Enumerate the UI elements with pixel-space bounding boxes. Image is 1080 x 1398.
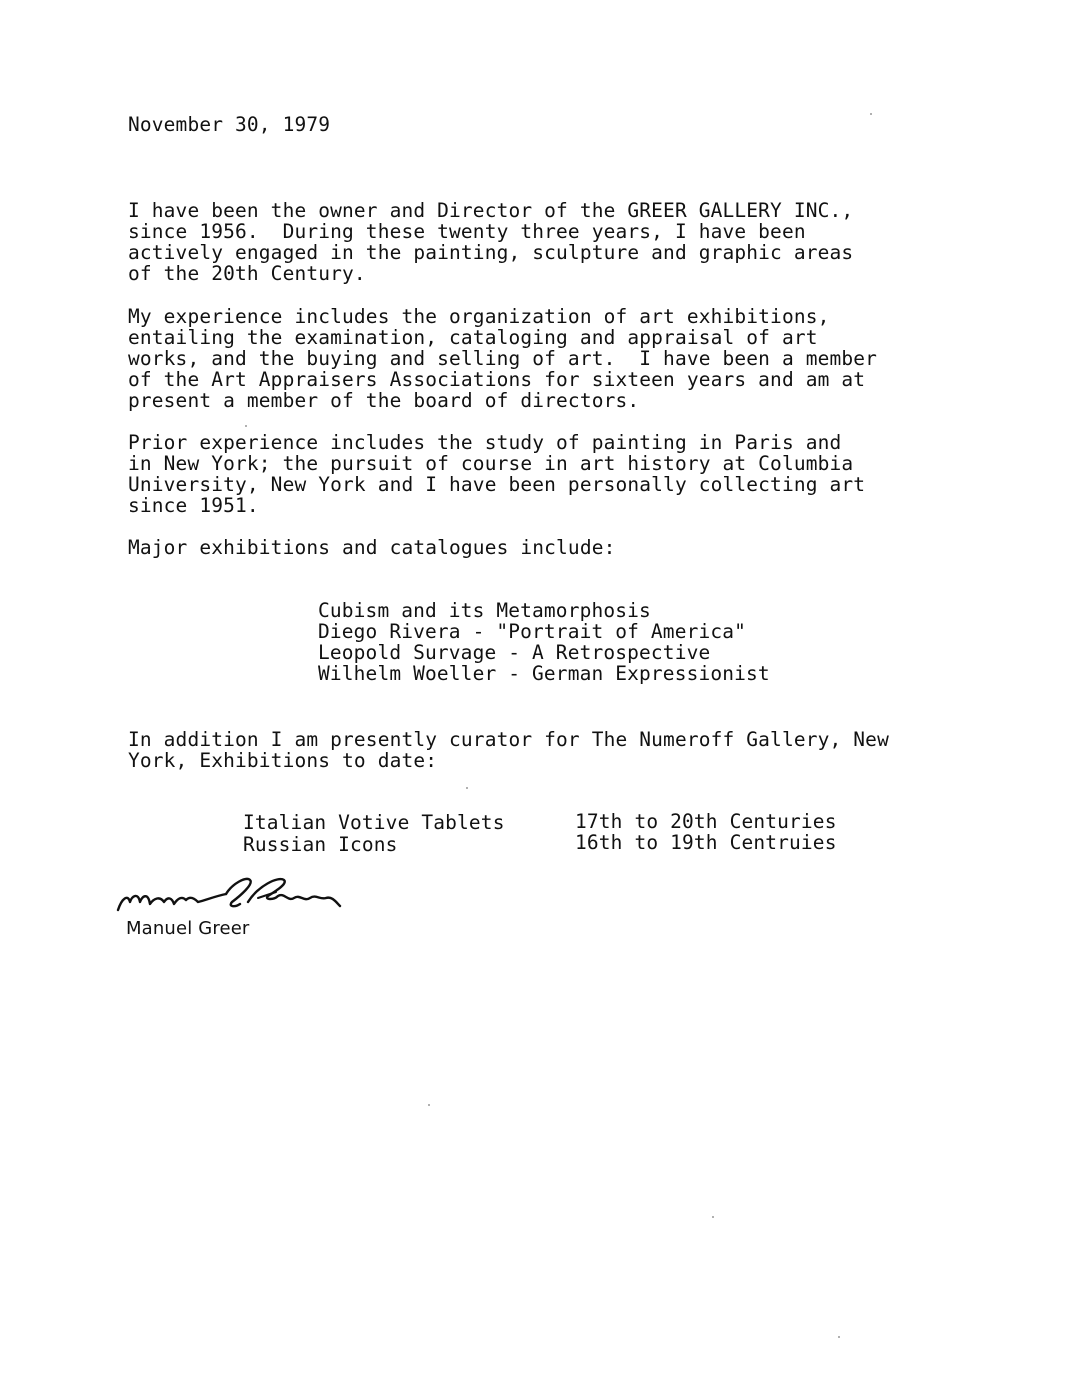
paper-speck (466, 787, 468, 789)
paragraph-curator (128, 729, 889, 771)
paper-speck (838, 1336, 840, 1338)
exhibition-item: Diego Rivera - "Portrait of America" (318, 620, 747, 643)
paper-speck (428, 1104, 430, 1106)
paragraph-line: University, New York and I have been personally collecting art (128, 473, 866, 496)
curated-exhibition-title: Italian Votive Tablets (243, 811, 505, 834)
paper-speck (870, 113, 872, 115)
handwritten-signature (108, 872, 358, 922)
paragraph-line: of the 20th Century. (128, 262, 366, 285)
paragraph-line: My experience includes the organization of art exhibitions, (128, 305, 830, 328)
paragraph-line: works, and the buying and selling of art. I have been a member (128, 347, 878, 370)
curated-exhibition-period: 17th to 20th Centuries (575, 810, 837, 833)
exhibitions-intro: Major exhibitions and catalogues include: (128, 536, 616, 559)
paragraph-line: In addition I am presently curator for The Numeroff Gallery, New (128, 728, 889, 751)
paragraph-line: present a member of the board of directors. (128, 389, 640, 412)
paragraph-experience (128, 306, 877, 411)
paragraph-line: Prior experience includes the study of painting in Paris and (128, 431, 842, 454)
paragraph-line: since 1951. (128, 494, 259, 517)
paragraph-line: entailing the examination, cataloging and appraisal of art (128, 326, 818, 349)
paper-speck (712, 1216, 714, 1218)
exhibition-item: Cubism and its Metamorphosis (318, 599, 651, 622)
signer-name: Manuel Greer (126, 918, 250, 939)
exhibition-item: Leopold Survage - A Retrospective (318, 641, 711, 664)
paragraph-prior-experience (128, 432, 865, 516)
paragraph-ownership (128, 200, 853, 284)
paragraph-line: in New York; the pursuit of course in art history at Columbia (128, 452, 854, 475)
paragraph-line: actively engaged in the painting, sculpture and graphic areas (128, 241, 854, 264)
curated-exhibition-title: Russian Icons (243, 833, 398, 856)
paragraph-line: I have been the owner and Director of the GREER GALLERY INC., (128, 199, 854, 222)
exhibition-item: Wilhelm Woeller - German Expressionist (318, 662, 770, 685)
curated-exhibition-period: 16th to 19th Centruies (575, 831, 837, 854)
exhibitions-list (318, 600, 770, 684)
paragraph-line: since 1956. During these twenty three years, I have been (128, 220, 806, 243)
paragraph-line: of the Art Appraisers Associations for sixteen years and am at (128, 368, 866, 391)
letter-date: November 30, 1979 (128, 113, 331, 136)
paper-speck (245, 425, 247, 427)
paragraph-line: York, Exhibitions to date: (128, 749, 438, 772)
